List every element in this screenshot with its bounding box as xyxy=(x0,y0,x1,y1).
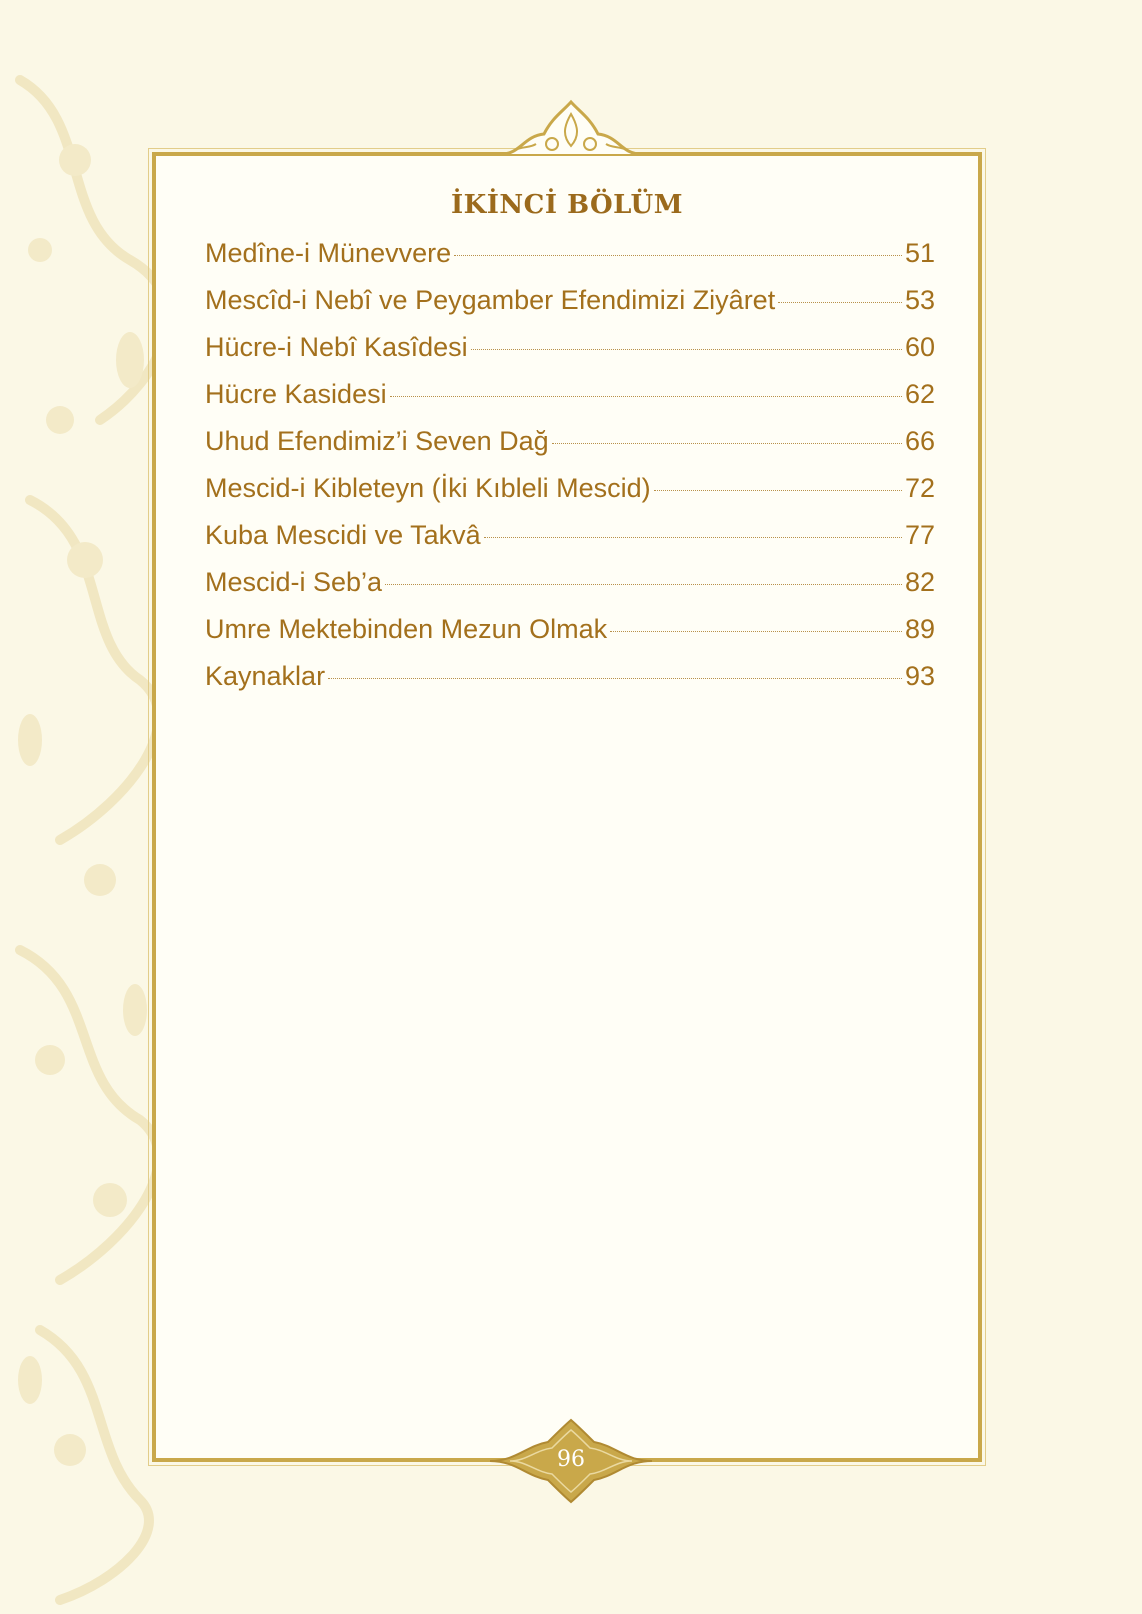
dot-leader xyxy=(778,301,902,303)
section-heading: İKİNCİ BÖLÜM xyxy=(450,190,683,220)
toc-entry[interactable] xyxy=(205,606,935,653)
toc-entry-page: 53 xyxy=(904,285,935,315)
toc-entry-page: 66 xyxy=(904,426,935,456)
toc-entry[interactable] xyxy=(205,324,935,371)
dot-leader xyxy=(328,677,902,679)
toc-entry[interactable] xyxy=(205,465,935,512)
toc-entry[interactable] xyxy=(205,371,935,418)
table-of-contents xyxy=(205,230,935,700)
toc-entry[interactable] xyxy=(205,230,935,277)
toc-entry-title: Mescid-i Seb’a xyxy=(205,567,383,597)
dot-leader xyxy=(484,536,902,538)
dot-leader xyxy=(471,348,902,350)
toc-entry-page: 72 xyxy=(904,473,935,503)
toc-entry-title: Hücre Kasidesi xyxy=(205,379,387,409)
toc-entry-title: Uhud Efendimiz’i Seven Dağ xyxy=(205,426,549,456)
toc-entry-page: 93 xyxy=(904,661,935,691)
toc-entry-page: 62 xyxy=(904,379,935,409)
dot-leader xyxy=(552,442,902,444)
toc-entry-title: Kaynaklar xyxy=(205,661,326,691)
toc-entry[interactable] xyxy=(205,418,935,465)
toc-entry[interactable] xyxy=(205,512,935,559)
toc-entry-title: Kuba Mescidi ve Takvâ xyxy=(205,520,481,550)
toc-entry-page: 82 xyxy=(904,567,935,597)
toc-entry[interactable] xyxy=(205,653,935,700)
dot-leader xyxy=(654,489,902,491)
toc-entry-title: Mescîd-i Nebî ve Peygamber Efendimizi Ziyâret xyxy=(205,285,776,315)
toc-entry-title: Umre Mektebinden Mezun Olmak xyxy=(205,614,608,644)
dot-leader xyxy=(610,630,902,632)
dot-leader xyxy=(454,254,902,256)
toc-entry[interactable] xyxy=(205,559,935,606)
toc-entry-page: 77 xyxy=(904,520,935,550)
toc-entry-title: Mescid-i Kibleteyn (İki Kıbleli Mescid) xyxy=(205,473,651,503)
toc-entry-page: 51 xyxy=(904,238,935,268)
page-number: 96 xyxy=(557,1447,585,1472)
dot-leader xyxy=(390,395,902,397)
dot-leader xyxy=(385,583,902,585)
top-ornament-icon xyxy=(500,96,642,160)
toc-entry[interactable] xyxy=(205,277,935,324)
toc-entry-title: Medîne-i Münevvere xyxy=(205,238,452,268)
toc-entry-title: Hücre-i Nebî Kasîdesi xyxy=(205,332,468,362)
toc-entry-page: 60 xyxy=(904,332,935,362)
toc-entry-page: 89 xyxy=(904,614,935,644)
